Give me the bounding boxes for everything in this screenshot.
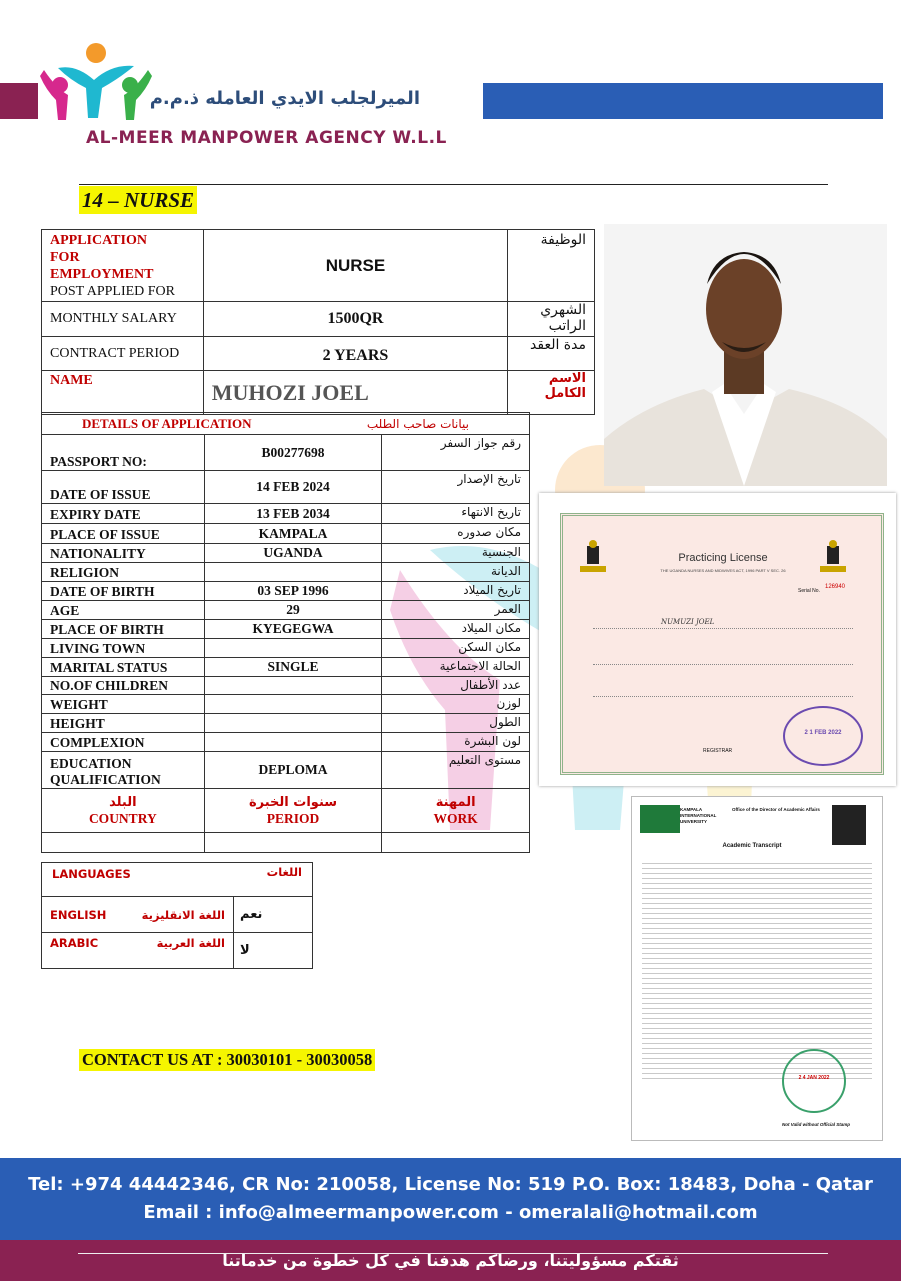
coat-of-arms-icon	[578, 538, 608, 578]
detail-value: SINGLE	[204, 658, 382, 677]
license-holder: NUMUZI JOEL	[661, 618, 715, 626]
post-label: POST APPLIED FOR	[50, 284, 176, 299]
work-header-ar: المهنة	[435, 794, 476, 810]
detail-row	[42, 471, 530, 504]
contact-line: CONTACT US AT : 30030101 - 30030058	[79, 1049, 375, 1071]
period-header-ar: سنوات الخبرة	[248, 794, 338, 810]
detail-row	[42, 582, 530, 601]
license-title: Practicing License	[678, 552, 768, 564]
university-logo-icon	[640, 805, 680, 833]
detail-label-ar: مكان السكن	[382, 639, 530, 658]
practicing-license-image	[539, 493, 896, 786]
period-header-en: PERIOD	[266, 810, 320, 826]
country-header-en: COUNTRY	[88, 810, 157, 826]
detail-row	[42, 544, 530, 563]
license-serial-label: Serial No.	[798, 588, 820, 594]
detail-label: HEIGHT	[42, 714, 205, 733]
detail-label: WEIGHT	[42, 695, 205, 714]
detail-value	[204, 714, 382, 733]
detail-value	[204, 563, 382, 582]
details-header: DETAILS OF APPLICATION	[82, 415, 252, 431]
license-line-3	[593, 696, 853, 697]
salary-value: 1500QR	[203, 302, 508, 337]
post-label-cell	[42, 230, 204, 302]
detail-row	[42, 714, 530, 733]
detail-label-ar: رقم جواز السفر	[382, 435, 530, 471]
languages-header-cell	[42, 863, 313, 897]
detail-label: PLACE OF ISSUE	[42, 524, 205, 544]
experience-period-cell	[204, 833, 382, 853]
detail-row	[42, 733, 530, 752]
languages-table	[41, 862, 313, 969]
transcript-office: Office of the Director of Academic Affairs	[732, 807, 820, 812]
detail-label: PASSPORT NO:	[42, 435, 205, 471]
detail-label-ar: لون البشرة	[382, 733, 530, 752]
detail-value: 29	[204, 601, 382, 620]
post-label-ar: الوظيفة	[508, 230, 595, 302]
languages-title-ar: اللغات	[266, 865, 302, 879]
detail-row	[42, 563, 530, 582]
detail-label: NATIONALITY	[42, 544, 205, 563]
detail-label-ar: الطول	[382, 714, 530, 733]
detail-value: 14 FEB 2024	[204, 471, 382, 504]
header-bar-right	[483, 83, 883, 119]
footer-blue-band	[0, 1158, 901, 1240]
company-name-english: AL-MEER MANPOWER AGENCY W.L.L	[86, 128, 447, 148]
transcript-footer-note: Not Valid without Official Stamp	[782, 1122, 851, 1127]
detail-label-ar: تاريخ الميلاد	[382, 582, 530, 601]
detail-value: KYEGEGWA	[204, 620, 382, 639]
license-subtitle: THE UGANDA NURSES AND MIDWIVES ACT, 1996 PART V SEC. 26	[660, 568, 786, 573]
job-title: 14 – NURSE	[79, 186, 197, 214]
details-rows	[42, 435, 530, 789]
lang-arabic-cell	[42, 933, 234, 969]
detail-label-ar: تاريخ الإصدار	[382, 471, 530, 504]
transcript-grade-lines	[642, 859, 872, 1079]
name-label: NAME	[42, 371, 204, 415]
detail-value: KAMPALA	[204, 524, 382, 544]
detail-label-ar: مستوى التعليم	[382, 752, 530, 789]
detail-row	[42, 435, 530, 471]
detail-row	[42, 695, 530, 714]
footer-slogan-arabic: ثقتكم مسؤوليتنا، ورضاكم هدفنا في كل خطوة من خدماتنا	[222, 1251, 679, 1270]
transcript-stamp	[782, 1049, 846, 1113]
languages-title: LANGUAGES	[52, 867, 131, 881]
lang-english-ar: اللغة الانقليزية	[141, 907, 225, 922]
license-stamp	[783, 706, 863, 766]
detail-label: DATE OF ISSUE	[42, 471, 205, 504]
details-table	[41, 412, 530, 853]
detail-label: EDUCATION QUALIFICATION	[42, 752, 205, 789]
period-header	[204, 789, 382, 833]
header-bar-left	[0, 83, 38, 119]
country-header-ar: البلد	[109, 794, 137, 810]
detail-label: NO.OF CHILDREN	[42, 677, 205, 695]
detail-label: COMPLEXION	[42, 733, 205, 752]
footer-email-line: Email : info@almeermanpower.com - omeralali@hotmail.com	[143, 1202, 758, 1223]
detail-row	[42, 504, 530, 524]
detail-value: 13 FEB 2034	[204, 504, 382, 524]
detail-value: B00277698	[204, 435, 382, 471]
detail-label: PLACE OF BIRTH	[42, 620, 205, 639]
detail-label: AGE	[42, 601, 205, 620]
company-name-arabic: الميرلجلب الايدي العامله ذ.م.م	[149, 88, 420, 109]
application-heading: APPLICATION FOR EMPLOYMENT	[50, 233, 154, 282]
detail-value: 03 SEP 1996	[204, 582, 382, 601]
detail-label-ar: لوزن	[382, 695, 530, 714]
name-label-ar: الاسم الكامل	[508, 371, 595, 415]
detail-label-ar: مكان صدوره	[382, 524, 530, 544]
lang-english-cell	[42, 897, 234, 933]
salary-label-ar: الشهري الراتب	[508, 302, 595, 337]
license-frame	[560, 513, 884, 775]
salary-label: MONTHLY SALARY	[42, 302, 204, 337]
detail-label-ar: الديانة	[382, 563, 530, 582]
contract-value: 2 YEARS	[203, 337, 508, 371]
detail-row	[42, 524, 530, 544]
detail-label: LIVING TOWN	[42, 639, 205, 658]
detail-label-ar: تاريخ الانتهاء	[382, 504, 530, 524]
license-line-1	[593, 628, 853, 629]
detail-label: RELIGION	[42, 563, 205, 582]
detail-value: UGANDA	[204, 544, 382, 563]
lang-arabic-answer: لا	[234, 933, 313, 969]
detail-label-ar: عدد الأطفال	[382, 677, 530, 695]
academic-transcript-image	[631, 796, 883, 1141]
detail-value: DEPLOMA	[204, 752, 382, 789]
experience-country-cell	[42, 833, 205, 853]
details-header-ar: بيانات صاحب الطلب	[366, 416, 469, 431]
lang-arabic-ar: اللغة العربية	[156, 936, 225, 950]
country-header	[42, 789, 205, 833]
company-logo-icon	[36, 40, 156, 130]
detail-label-ar: الجنسية	[382, 544, 530, 563]
detail-value	[204, 677, 382, 695]
work-header	[382, 789, 530, 833]
lang-arabic-en: ARABIC	[50, 936, 99, 950]
applicant-photo	[604, 224, 887, 486]
lang-english-answer: نعم	[234, 897, 313, 933]
contract-label: CONTRACT PERIOD	[42, 337, 204, 371]
detail-row	[42, 639, 530, 658]
transcript-heading: Academic Transcript	[722, 843, 782, 849]
detail-value	[204, 639, 382, 658]
name-value: MUHOZI JOEL	[203, 371, 508, 415]
detail-label-ar: الحالة الاجتماعية	[382, 658, 530, 677]
title-rule	[79, 184, 828, 185]
license-serial: 126940	[825, 584, 846, 590]
detail-value	[204, 695, 382, 714]
footer-contact-line: Tel: +974 44442346, CR No: 210058, License No: 519 P.O. Box: 18483, Doha - Qatar	[28, 1174, 873, 1195]
detail-row	[42, 677, 530, 695]
detail-label: DATE OF BIRTH	[42, 582, 205, 601]
post-value: NURSE	[203, 230, 508, 302]
detail-label-ar: مكان الميلاد	[382, 620, 530, 639]
detail-row	[42, 658, 530, 677]
person-icon	[604, 224, 887, 486]
detail-label: MARITAL STATUS	[42, 658, 205, 677]
license-line-2	[593, 664, 853, 665]
license-registrar: REGISTRAR	[703, 748, 733, 754]
detail-row	[42, 620, 530, 639]
detail-label-ar: العمر	[382, 601, 530, 620]
application-table	[41, 229, 595, 415]
detail-row	[42, 752, 530, 789]
license-stamp-date: 2 1 FEB 2022	[804, 730, 842, 736]
transcript-university: KAMPALA INTERNATIONAL UNIVERSITY	[680, 807, 717, 824]
contract-label-ar: مدة العقد	[508, 337, 595, 371]
coat-of-arms-right-icon	[818, 538, 848, 578]
detail-value	[204, 733, 382, 752]
transcript-photo	[832, 805, 866, 845]
experience-work-cell	[382, 833, 530, 853]
detail-row	[42, 601, 530, 620]
work-header-en: WORK	[433, 810, 478, 826]
detail-label: EXPIRY DATE	[42, 504, 205, 524]
transcript-stamp-date: 2 4 JAN 2022	[798, 1075, 830, 1081]
lang-english-en: ENGLISH	[50, 907, 107, 922]
details-header-cell	[42, 413, 530, 435]
